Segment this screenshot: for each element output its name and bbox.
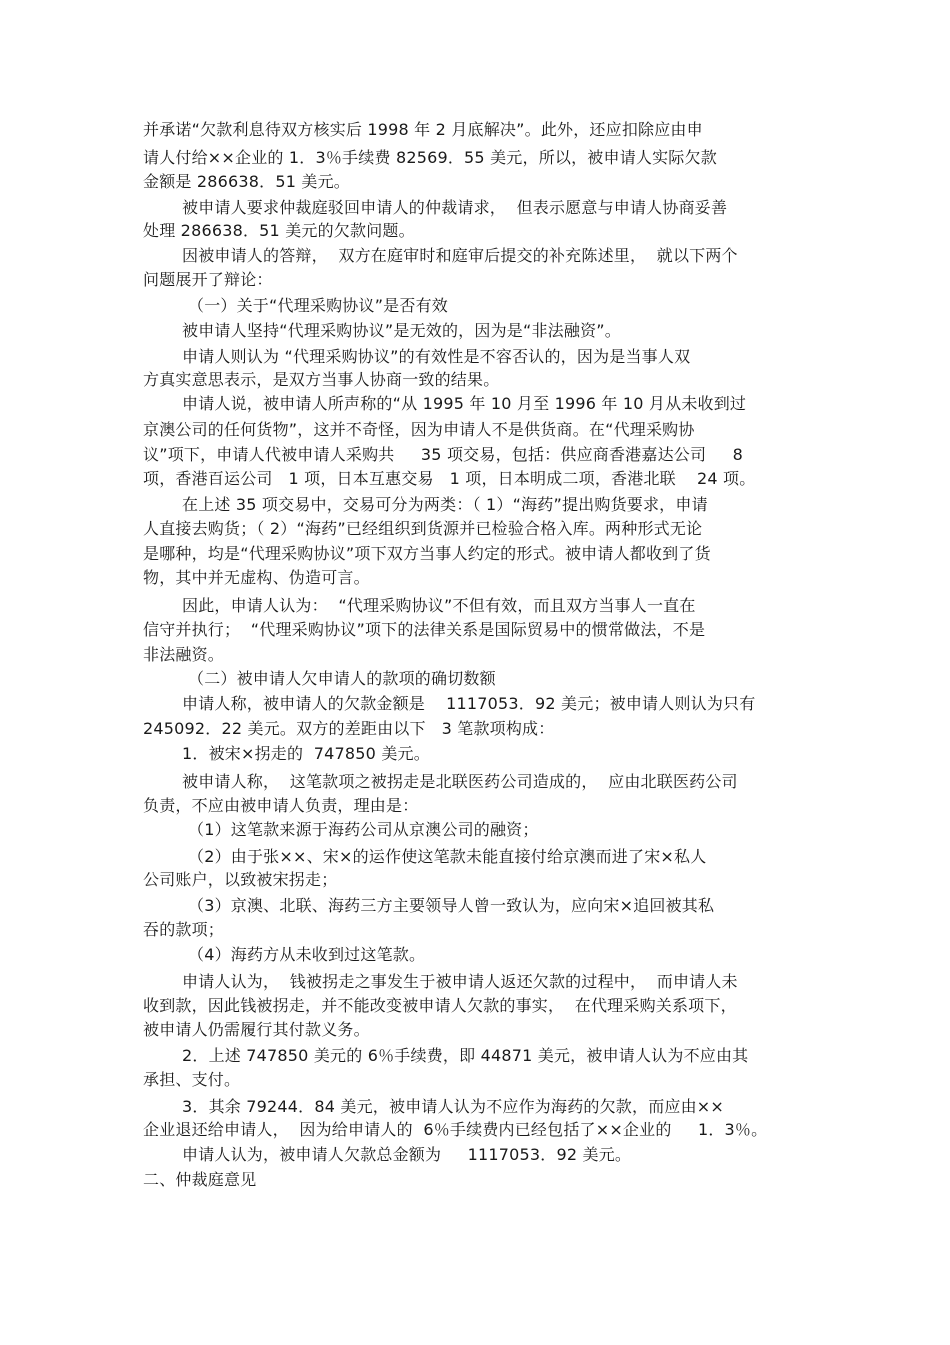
section-heading: （二）被申请人欠申请人的款项的确切数额	[188, 669, 496, 688]
text-line: 方真实意思表示，是双方当事人协商一致的结果。	[143, 370, 500, 389]
text-line: 申请人说，被申请人所声称的“从 1995 年 10 月至 1996 年 10 月从未收到过	[182, 394, 747, 413]
text-line: 并承诺“欠款利息待双方核实后 1998 年 2 月底解决”。此外，还应扣除应由申	[143, 120, 703, 139]
text-line: 被申请人称， 这笔款项之被拐走是北联医药公司造成的， 应由北联医药公司	[182, 772, 738, 791]
list-item: （1）这笔款来源于海药公司从京澳公司的融资；	[188, 820, 539, 839]
text-line: 处理 286638．51 美元的欠款问题。	[143, 221, 415, 240]
text-line: 议”项下，申请人代被申请人采购共 35 项交易，包括：供应商香港嘉达公司 8	[143, 445, 743, 464]
text-line: 因被申请人的答辩， 双方在庭审时和庭审后提交的补充陈述里， 就以下两个	[182, 246, 738, 265]
text-line: 公司账户，以致被宋拐走；	[143, 870, 338, 889]
text-line: 请人付给××企业的 1．3％手续费 82569．55 美元，所以，被申请人实际欠款	[143, 148, 717, 167]
list-item: （3）京澳、北联、海药三方主要领导人曾一致认为，应向宋×追回被其私	[188, 896, 715, 915]
text-line: 金额是 286638．51 美元。	[143, 172, 351, 191]
text-line: 负责，不应由被申请人负责，理由是：	[143, 796, 419, 815]
text-line: 245092．22 美元。双方的差距由以下 3 笔款项构成：	[143, 719, 555, 738]
text-line: 人直接去购货；（ 2）“海药”已经组织到货源并已检验合格入库。两种形式无论	[143, 519, 703, 538]
list-item: （4）海药方从未收到过这笔款。	[188, 945, 426, 964]
text-line: 被申请人坚持“代理采购协议”是无效的，因为是“非法融资”。	[182, 321, 621, 340]
text-line: 企业退还给申请人， 因为给申请人的 6％手续费内已经包括了××企业的 1．3％。	[143, 1120, 768, 1139]
section-heading: （一）关于“代理采购协议”是否有效	[188, 296, 448, 315]
text-line: 收到款，因此钱被拐走，并不能改变被申请人欠款的事实， 在代理采购关系项下，	[143, 996, 737, 1015]
list-item: 1．被宋×拐走的 747850 美元。	[182, 744, 430, 763]
text-line: 问题展开了辩论：	[143, 270, 273, 289]
text-line: 信守并执行； “代理采购协议”项下的法律关系是国际贸易中的惯常做法，不是	[143, 620, 706, 639]
list-item: 2．上述 747850 美元的 6％手续费，即 44871 美元，被申请人认为不应由其	[182, 1046, 749, 1065]
text-line: 被申请人要求仲裁庭驳回申请人的仲裁请求， 但表示愿意与申请人协商妥善	[182, 198, 728, 217]
section-heading: 二、仲裁庭意见	[143, 1170, 257, 1189]
text-line: 申请人认为， 钱被拐走之事发生于被申请人返还欠款的过程中， 而申请人未	[182, 972, 738, 991]
text-line: 申请人则认为 “代理采购协议”的有效性是不容否认的，因为是当事人双	[182, 347, 691, 366]
text-line: 承担、支付。	[143, 1070, 241, 1089]
list-item: 3．其余 79244．84 美元，被申请人认为不应作为海药的欠款，而应由××	[182, 1097, 725, 1116]
text-line: 京澳公司的任何货物”，这并不奇怪，因为申请人不是供货商。在“代理采购协	[143, 420, 695, 439]
list-item: （2）由于张××、宋×的运作使这笔款未能直接付给京澳而进了宋×私人	[188, 847, 707, 866]
text-line: 非法融资。	[143, 645, 225, 664]
text-line: 吞的款项；	[143, 920, 225, 939]
text-line: 申请人认为，被申请人欠款总金额为 1117053．92 美元。	[182, 1145, 632, 1164]
text-line: 被申请人仍需履行其付款义务。	[143, 1020, 370, 1039]
text-line: 申请人称，被申请人的欠款金额是 1117053．92 美元；被申请人则认为只有	[182, 694, 756, 713]
text-line: 因此，申请人认为： “代理采购协议”不但有效，而且双方当事人一直在	[182, 596, 696, 615]
text-line: 是哪种，均是“代理采购协议”项下双方当事人约定的形式。被申请人都收到了货	[143, 544, 711, 563]
text-line: 物，其中并无虚构、伪造可言。	[143, 568, 370, 587]
text-line: 项，香港百运公司 1 项，日本互惠交易 1 项，日本明成二项，香港北联 24 项。	[143, 469, 756, 488]
text-line: 在上述 35 项交易中，交易可分为两类：（ 1）“海药”提出购货要求，申请	[182, 495, 708, 514]
